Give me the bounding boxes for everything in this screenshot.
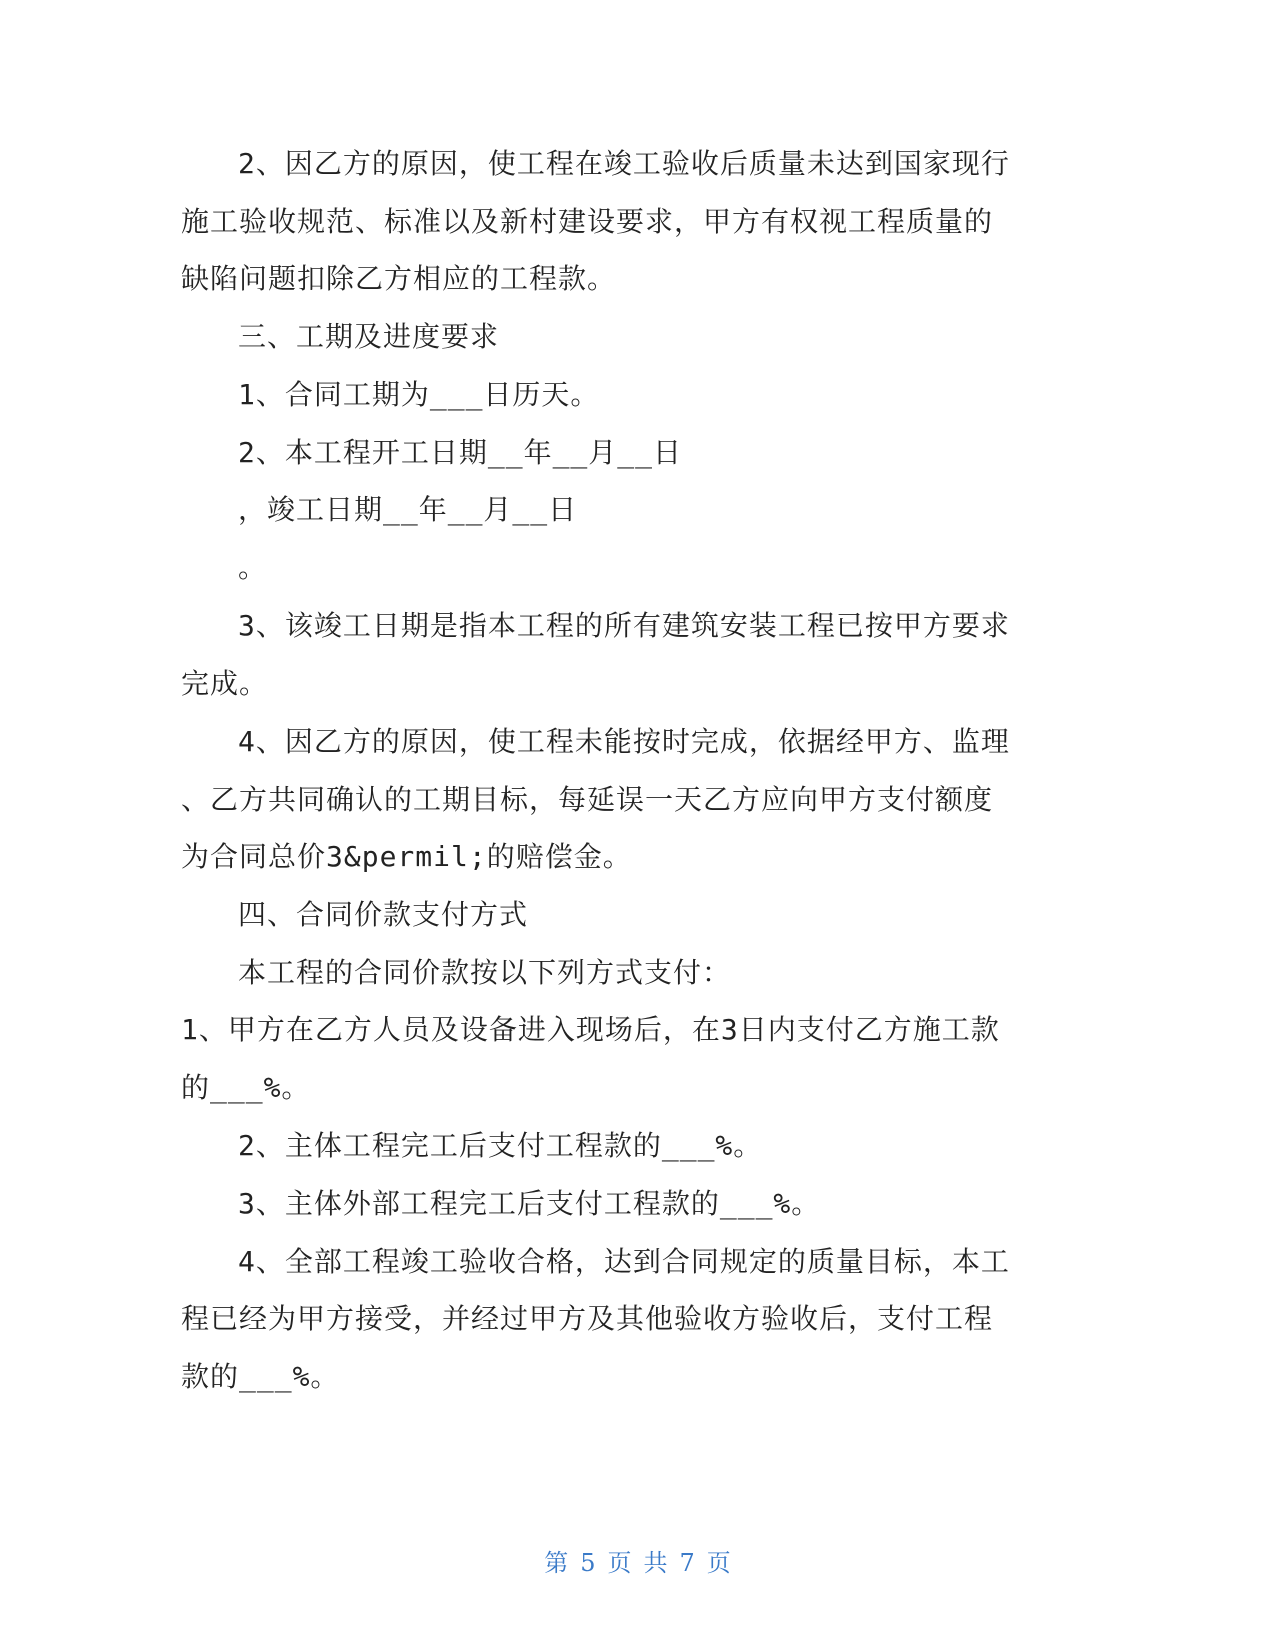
paragraph-line: 1、甲方在乙方人员及设备进入现场后，在3日内支付乙方施工款	[181, 1013, 1000, 1046]
paragraph-line: 程已经为甲方接受，并经过甲方及其他验收方验收后，支付工程	[181, 1302, 994, 1335]
paragraph-line: 本工程的合同价款按以下列方式支付：	[238, 956, 732, 989]
paragraph-line: 4、全部工程竣工验收合格，达到合同规定的质量目标，本工	[238, 1245, 1010, 1278]
paragraph-line: 为合同总价3&permil;的赔偿金。	[181, 840, 632, 873]
paragraph-line: 2、因乙方的原因，使工程在竣工验收后质量未达到国家现行	[238, 147, 1010, 180]
paragraph-line: 款的___%。	[181, 1360, 340, 1393]
paragraph-line: 2、主体工程完工后支付工程款的___%。	[238, 1129, 763, 1162]
paragraph-line: 、乙方共同确认的工期目标，每延误一天乙方应向甲方支付额度	[181, 783, 994, 816]
paragraph-line: 完成。	[181, 667, 269, 700]
paragraph-line: 施工验收规范、标准以及新村建设要求，甲方有权视工程质量的	[181, 205, 994, 238]
footer-word-di: 第	[544, 1549, 569, 1577]
total-pages-number: 7	[679, 1549, 695, 1577]
footer-word-gong: 共	[643, 1549, 668, 1577]
paragraph-line: 的___%。	[181, 1071, 311, 1104]
paragraph-line: 2、本工程开工日期__年__月__日	[238, 436, 683, 469]
paragraph-line: 。	[238, 551, 268, 584]
current-page-number: 5	[580, 1549, 596, 1577]
paragraph-line: 缺陷问题扣除乙方相应的工程款。	[181, 262, 617, 295]
footer-word-ye2: 页	[706, 1549, 731, 1577]
paragraph-line: ，竣工日期__年__月__日	[238, 493, 578, 526]
paragraph-line: 3、主体外部工程完工后支付工程款的___%。	[238, 1187, 821, 1220]
paragraph-line: 4、因乙方的原因，使工程未能按时完成，依据经甲方、监理	[238, 725, 1010, 758]
paragraph-line: 1、合同工期为___日历天。	[238, 378, 600, 411]
section-heading: 三、工期及进度要求	[238, 320, 500, 353]
paragraph-line: 3、该竣工日期是指本工程的所有建筑安装工程已按甲方要求	[238, 609, 1010, 642]
page-footer	[0, 1548, 1275, 1578]
footer-word-ye: 页	[607, 1549, 632, 1577]
section-heading: 四、合同价款支付方式	[238, 898, 529, 931]
